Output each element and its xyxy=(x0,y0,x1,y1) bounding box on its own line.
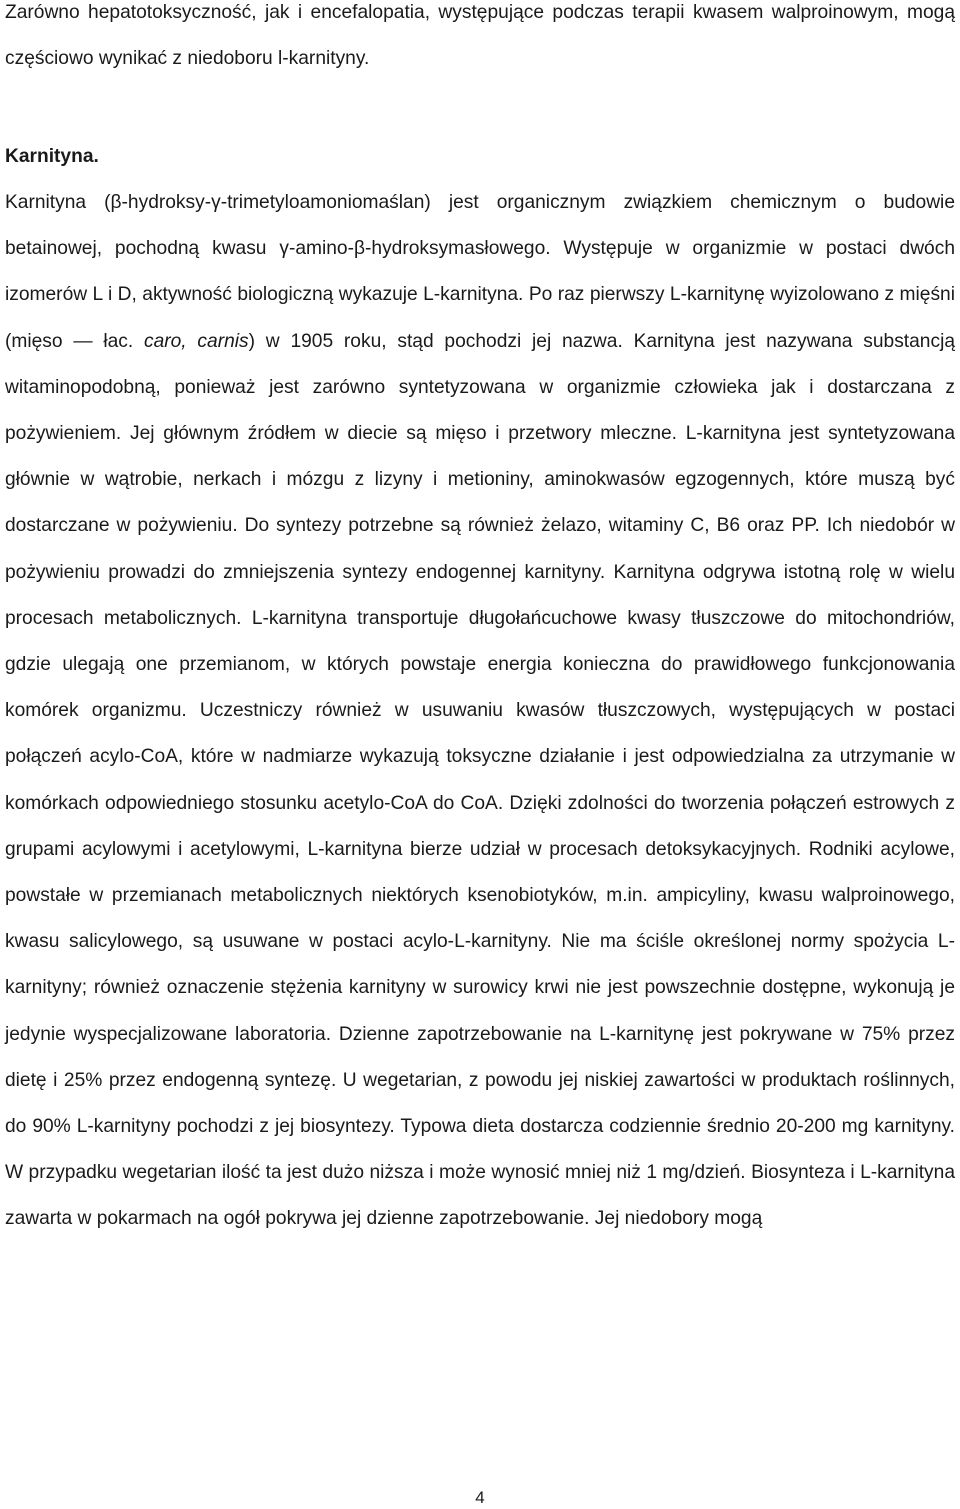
page-number: 4 xyxy=(475,1488,485,1507)
main-paragraph-part2: ) w 1905 roku, stąd pochodzi jej nazwa. Karnityna jest nazywana substancją witaminopodobną, ponieważ jest zarówno syntetyzowana w organizmie człowieka jak i dostarczana z pożywieniem. Jej głównym źródłem w diecie są mięso i przetwory mleczne. L-karnityna jest syntetyzowana głównie w wątrobie, nerkach i mózgu z lizyny i metioniny, aminokwasów egzogennych, które muszą być dostarczane w pożywieniu. Do syntezy potrzebne są również żelazo, witaminy C, B6 oraz PP. Ich niedobór w pożywieniu prowadzi do zmniejszenia syntezy endogennej karnityny. Karnityna odgrywa istotną rolę w wielu procesach metabolicznych. L-karnityna transportuje długołańcuchowe kwasy tłuszczowe do mitochondriów, gdzie ulegają one przemianom, w których powstaje energia konieczna do prawidłowego funkcjonowania komórek organizmu. Uczestniczy również w usuwaniu kwasów tłuszczowych, występujących w postaci połączeń acylo-CoA, które w nadmiarze wykazują toksyczne działanie i jest odpowiedzialna za utrzymanie w komórkach odpowiedniego stosunku acetylo-CoA do CoA. Dzięki zdolności do tworzenia połączeń estrowych z grupami acylowymi i acetylowymi, L-karnityna bierze udział w procesach detoksykacyjnych. Rodniki acylowe, powstałe w przemianach metabolicznych niektórych ksenobiotyków, m.in. ampicyliny, kwasu walproinowego, kwasu salicylowego, są usuwane w postaci acylo-L-karnityny. Nie ma ściśle określonej normy spożycia L-karnityny; również oznaczenie stężenia karnityny w surowicy krwi nie jest powszechnie dostępne, wykonują je jedynie wyspecjalizowane laboratoria. Dzienne zapotrzebowanie na L-karnitynę jest pokrywane w 75% przez dietę i 25% przez endogenną syntezę. U wegetarian, z powodu jej niskiej zawartości w produktach roślinnych, do 90% L-karnityny pochodzi z jej biosyntezy. Typowa dieta dostarcza codziennie średnio 20-200 mg karnityny. W przypadku wegetarian ilość ta jest dużo niższa i może wynosić mniej niż 1 mg/dzień. Biosynteza i L-karnityna zawarta w pokarmach na ogół pokrywa jej dzienne zapotrzebowanie. Jej niedobory mogą xyxy=(5,330,955,1230)
latin-term: caro, carnis xyxy=(143,330,249,352)
main-paragraph xyxy=(5,180,955,1243)
section-heading: Karnityna. xyxy=(5,146,99,167)
main-paragraph-part1: Karnityna (β-hydroksy-γ-trimetyloamoniomaślan) jest organicznym związkiem chemicznym o budowie betainowej, pochodną kwasu γ-amino-β-hydroksymasłowego. Występuje w organizmie w postaci dwóch izomerów L i D, aktywność biologiczną wykazuje L-karnityna. Po raz pierwszy L-karnitynę wyizolowano z mięśni (mięso — łac. xyxy=(5,192,955,352)
intro-paragraph: Zarówno hepatotoksyczność, jak i encefalopatia, występujące podczas terapii kwasem walproinowym, mogą częściowo wynikać z niedoboru l-karnityny. xyxy=(5,2,955,70)
